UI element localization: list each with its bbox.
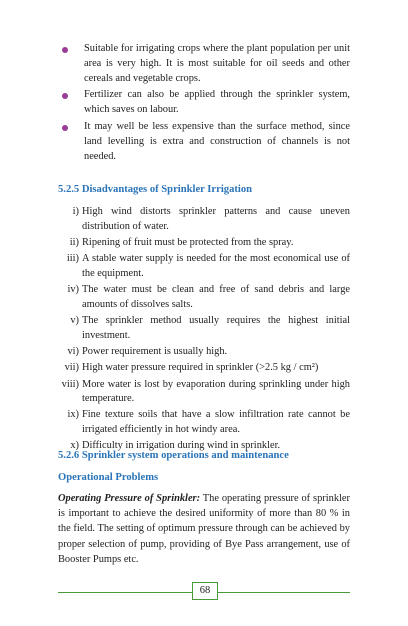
subheading-operational-problems: Operational Problems [58,472,159,483]
page-number: 68 [192,582,218,600]
list-item: vi) Power requirement is usually high. [67,346,228,358]
section-heading-disadvantages: 5.2.5 Disadvantages of Sprinkler Irrigation [58,184,253,195]
list-item: x) Difficulty in irrigation during wind in sprinkler. [70,440,281,452]
list-item: vii) High water pressure required in sprinkler (>2.5 kg / cm²) [64,362,319,374]
advantages-bullet-list [60,42,350,166]
paragraph-text: The operating pressure of sprinkler is important to achieve the desired uniformity of more than 80 % in the field. The setting of optimum pressure through can be achieved by proper selection of pump, providing of Bye Pass arrangement, use of Booster Pumps etc. [58,493,350,565]
operating-pressure-paragraph [58,491,350,567]
bullet-item: Suitable for irrigating crops where the plant population per unit area is very high. It is most suitable for oil seeds and other cereals and vegetable crops. [60,42,350,86]
section-heading-operations: 5.2.6 Sprinkler system operations and maintenance [58,450,289,461]
list-item: v) The sprinkler method usually requires the highest initial investment. [70,315,350,341]
list-item: i) High wind distorts sprinkler patterns and cause uneven distribution of water. [72,206,350,232]
list-item: ii) Ripening of fruit must be protected from the spray. [69,236,294,248]
bullet-dot-icon [62,47,68,53]
paragraph-lead: Operating Pressure of Sprinkler: [58,493,201,504]
disadvantages-list [58,205,350,456]
bullet-dot-icon [62,93,68,99]
bullet-item: It may well be less expensive than the surface method, since land levelling is extra and construction of channels is not needed. [60,120,350,164]
list-item: iii) A stable water supply is needed for the most economical use of the equipment. [66,253,350,279]
list-item: viii) More water is lost by evaporation during sprinkling under high temperature. [61,378,350,405]
bullet-item: Fertilizer can also be applied through the sprinkler system, which saves on labour. [60,88,350,118]
list-item: ix) Fine texture soils that have a slow infiltration rate cannot be irrigated efficiently in hot windy area. [67,409,350,436]
list-item: iv) The water must be clean and free of sand debris and large amounts of dissolves salts. [67,284,350,310]
bullet-dot-icon [62,125,68,131]
